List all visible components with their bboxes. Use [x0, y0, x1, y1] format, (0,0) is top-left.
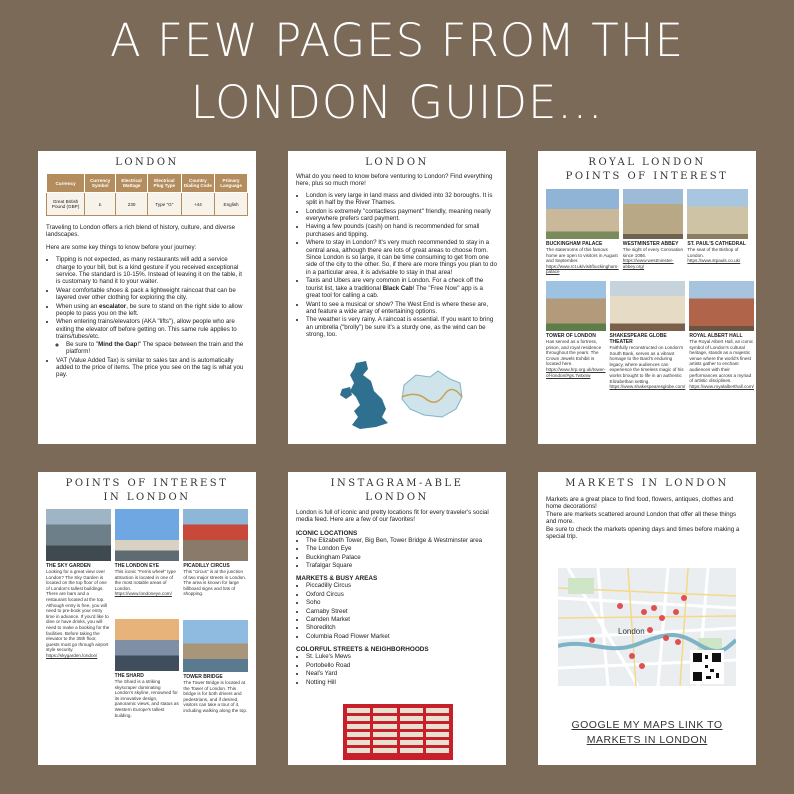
google-maps-link-line-2[interactable]: MARKETS IN LONDON	[586, 734, 708, 746]
table-cell: Great British Pound (GBP)	[47, 193, 85, 216]
map-city-label: London	[618, 627, 645, 636]
page-title: POINTS OF INTEREST	[65, 478, 229, 489]
section-heading: ICONIC LOCATIONS	[296, 529, 358, 537]
buckingham-palace-photo	[546, 189, 619, 239]
list-item: • Trafalgar Square	[306, 562, 498, 569]
section-list	[296, 537, 498, 570]
poi-name: BUCKINGHAM PALACE	[546, 241, 603, 247]
poi-link[interactable]: https://www.londoneye.com/	[114, 591, 172, 597]
tower-of-london-photo	[546, 281, 606, 331]
tips-list	[296, 192, 498, 339]
text: When entering trains/elevators (AKA "lifts"), allow people who are exiting the elevator off before getting on. This same rule applies to trains/tubes/etc.	[56, 318, 237, 341]
poi-name: SHAKESPEARE GLOBE THEATER	[609, 332, 667, 345]
poi-card	[546, 189, 619, 275]
the-shard-photo	[115, 619, 180, 671]
royal-albert-hall-photo	[689, 281, 754, 331]
table-cell: English	[215, 193, 248, 216]
qr-module	[706, 676, 711, 679]
poi-desc: The Shard is a striking skyscraper dominating London's skyline, renowned for its innovative design, panoramic views, and status as Western Europe's tallest building.	[114, 678, 179, 718]
tower-bridge-photo	[183, 620, 248, 672]
poi-desc: This iconic "Ferris wheel" type attraction is located in one of the most notable areas of London.	[114, 569, 176, 591]
poi-link[interactable]: https://www.shakespearesglobe.com/	[609, 384, 686, 390]
red-phone-boxes-photo	[343, 704, 453, 760]
list-item: • Notting Hill	[306, 679, 498, 686]
list-item: • Buckingham Palace	[306, 554, 498, 561]
list-item: • The Elizabeth Tower, Big Ben, Tower Bridge & Westminster area	[306, 537, 498, 544]
london-eye-photo	[115, 509, 180, 561]
uk-and-london-map-graphic	[338, 361, 468, 433]
map-pin-icon[interactable]	[641, 609, 647, 615]
headline	[0, 10, 794, 134]
headline-line-1: A FEW PAGES FROM THE	[109, 14, 685, 67]
page-subtitle: POINTS OF INTEREST	[565, 171, 729, 182]
info-table	[46, 173, 248, 216]
qr-module	[710, 669, 714, 672]
st-pauls-photo	[687, 189, 748, 239]
map-pin-icon[interactable]	[659, 615, 665, 621]
poi-name: ST. PAUL'S CATHEDRAL	[687, 241, 746, 247]
page-london-essentials	[38, 151, 256, 444]
list-item: • Oxford Circus	[306, 591, 498, 598]
map-pin-icon[interactable]	[663, 635, 669, 641]
poi-desc: Looking for a great view over London? The Sky Garden is located on the top floor of one of London's tallest buildings. There are bars and a restaurant located at the top. Although entry is free, you will need to pre-book your entry time in advance. If you'd like to dine or have drinks, you will need to make a booking for the facilities. Before taking the elevator to the 35th floor, guests must go through airport style security.	[46, 569, 110, 653]
list-item	[56, 318, 248, 355]
table-row	[47, 193, 248, 216]
map-pin-icon[interactable]	[647, 627, 653, 633]
poi-desc: The staterooms of this famous home are open to visitors in August and September.	[546, 247, 618, 264]
poi-link[interactable]: https://www.royalalberthall.com/	[689, 383, 754, 389]
list-item: • Shoreditch	[306, 624, 498, 631]
page-title: LONDON	[365, 157, 429, 168]
sub-list	[56, 341, 248, 356]
poi-card	[689, 281, 754, 390]
text: When using an	[56, 302, 99, 310]
qr-module	[705, 655, 708, 659]
section-list	[296, 582, 498, 640]
table-header: Electrical Wattage	[116, 174, 148, 193]
list-item: • Tipping is not expected, as many restaurants will add a service charge to your bill, but is a kind gesture if you received exceptional service. The standard is 10-15%. Instead of leaving it on the table, it is customary to hand it to your waiter.	[56, 256, 248, 286]
poi-desc: The sight of every Coronation since 1066.	[622, 247, 684, 258]
list-item: • Soho	[306, 599, 498, 606]
page-title: LONDON	[115, 157, 179, 168]
poi-name: PICADILLY CIRCUS	[183, 563, 230, 569]
map-graphic	[558, 568, 736, 686]
poi-card	[115, 509, 180, 718]
text: ! The "Free Now" app is a great tool for calling a cab.	[306, 284, 483, 300]
page-subtitle: IN LONDON	[103, 492, 191, 503]
poi-link[interactable]: https://www.rct.uk/visit/buckingham-palace	[546, 263, 619, 275]
list-item: • London is extremely "contactless payment" friendly, meaning nearly everywhere prefers card payment.	[306, 208, 498, 223]
phone-box-window	[400, 708, 423, 756]
text: Taxis and Ubers are very common in London. For a check off the tourist list, take a traditional	[306, 277, 484, 292]
list-item: • Columbia Road Flower Market	[306, 633, 498, 640]
sky-garden-photo	[46, 509, 111, 561]
qr-finder	[693, 653, 702, 662]
page-title: ROYAL LONDON	[588, 157, 706, 168]
list-item: • London is very large in land mass and divided into 32 boroughs. It is split in half by the River Thames.	[306, 192, 498, 207]
phone-box-window	[373, 708, 396, 756]
google-maps-link-line-1[interactable]: GOOGLE MY MAPS LINK TO	[571, 719, 723, 731]
table-header: Electrical Plug Type	[148, 174, 182, 193]
qr-finder	[693, 672, 702, 681]
list-item	[66, 341, 248, 356]
headline-line-2: LONDON GUIDE...	[190, 76, 604, 129]
poi-card	[610, 281, 686, 390]
qr-finder	[712, 653, 721, 662]
northern-ireland-shape	[340, 387, 352, 399]
intro-text: What do you need to know before venturing to London? Find everything here, plus so much more!	[296, 173, 493, 188]
bold-text: Mind the Gap	[98, 340, 138, 348]
list-item: • VAT (Value Added Tax) is similar to sales tax and is automatically added to the price of items. The price you see on the tag is what you pay.	[56, 357, 248, 379]
list-item: • The London Eye	[306, 545, 498, 552]
picadilly-circus-photo	[183, 509, 248, 561]
page-title: MARKETS IN LONDON	[565, 478, 729, 489]
list-item: • Want to see a musical or show? The West End is where these are, and feature a wide array of entertaining options.	[306, 301, 498, 316]
markets-map[interactable]	[558, 568, 736, 686]
table-cell: 230	[116, 193, 148, 216]
text: !" The space between the train and the platform!	[66, 340, 244, 356]
intro-text: Traveling to London offers a rich blend of history, culture, and diverse landscapes.	[46, 224, 236, 239]
map-pin-icon[interactable]	[639, 663, 645, 669]
poi-name: WESTMINSTER ABBEY	[622, 241, 679, 247]
poi-card	[183, 509, 248, 718]
intro-text: London is full of iconic and pretty locations fit for every traveler's social media feed. Here are a few of our favorites!	[296, 509, 489, 524]
table-cell: +44	[181, 193, 215, 216]
uk-map-shape	[350, 361, 388, 429]
paragraph: There are markets scattered around London that offer all these things and more.	[546, 510, 737, 526]
page-london-know-before	[288, 151, 506, 444]
list-item: • St. Luke's Mews	[306, 653, 498, 660]
page-points-of-interest	[38, 472, 256, 765]
poi-desc: The Tower Bridge is located at the Tower of London. This bridge is for both drivers and pedestrians, and if desired, visitors can take a tour of it, including walking along the top.	[183, 679, 248, 713]
table-header: Currency	[47, 174, 85, 193]
bold-text: escalator	[99, 302, 127, 310]
list-item: • Wear comfortable shoes & pack a lightweight raincoat that can be layered over other clothing for exploring the city.	[56, 287, 248, 302]
map-pin-icon[interactable]	[681, 595, 687, 601]
poi-link[interactable]: https://www.westminster-abbey.org/	[622, 258, 674, 269]
poi-desc: Has served as a fortress, prison, and royal residence throughout the years. The Crown Jewels Exhibit is located here.	[546, 338, 602, 367]
poi-name: TOWER OF LONDON	[546, 332, 596, 339]
poi-card	[623, 189, 684, 275]
map-park	[568, 578, 594, 594]
globe-theater-photo	[610, 281, 686, 331]
poi-name: ROYAL ALBERT HALL	[689, 332, 743, 339]
poi-desc: The seat of the Bishop of London.	[687, 247, 739, 258]
qr-module	[716, 673, 719, 678]
poi-grid	[46, 509, 248, 718]
map-pin-icon[interactable]	[673, 609, 679, 615]
page-markets-in-london	[538, 472, 756, 765]
table-header: Country Dialing Code	[181, 174, 215, 193]
page-title: INSTAGRAM-ABLE	[330, 478, 464, 489]
tips-list	[46, 256, 248, 379]
map-pin-icon[interactable]	[617, 603, 623, 609]
list-item: • Camden Market	[306, 616, 498, 623]
paragraph: Be sure to check the markets opening days and times before making a special trip.	[546, 525, 740, 541]
text: Be sure to "	[66, 340, 99, 348]
table-cell: £	[85, 193, 116, 216]
poi-grid	[546, 281, 754, 390]
westminster-abbey-photo	[623, 189, 684, 239]
spacer	[183, 597, 248, 620]
poi-desc: This "circus" is at the junction of two major streets in London. The area is known for large billboard signs and lots of shopping.	[183, 569, 247, 597]
poi-link[interactable]: https://www.stpauls.co.uk/	[687, 258, 741, 264]
poi-link[interactable]: https://www.hrp.org.uk/tower-of-london/#gs.7wtxnw	[546, 366, 606, 378]
poi-desc: The Royal Albert Hall, an iconic symbol of London's cultural heritage, stands as a majestic venue where the world's finest artists gather to enchant audiences with their performances across a myriad of artistic disciplines.	[689, 338, 754, 384]
table-header: Currency Symbol	[85, 174, 116, 193]
poi-name: TOWER BRIDGE	[183, 673, 223, 680]
list-item	[56, 303, 248, 318]
poi-name: THE LONDON EYE	[114, 563, 160, 569]
map-pin-icon[interactable]	[629, 653, 635, 659]
map-pin-icon[interactable]	[589, 637, 595, 643]
list-item: • The weather is very rainy. A raincoat is essential. If you want to bring an umbrella ("brolly") be sure it's a sturdy one, as the wind can be strong, too.	[306, 316, 498, 338]
list-item: • Carnaby Street	[306, 608, 498, 615]
poi-grid	[546, 189, 748, 275]
text: , be sure to stand on the right side to allow people to pass you on the left.	[56, 302, 243, 318]
list-item: • Neal's Yard	[306, 670, 498, 677]
table-cell: Type "G"	[148, 193, 182, 216]
table-header-row	[47, 174, 248, 193]
spacer	[115, 597, 180, 619]
list-item: • Having a few pounds (cash) on hand is recommended for small purchases and tipping.	[306, 223, 498, 238]
table-header: Primary Language	[215, 174, 248, 193]
poi-card	[46, 509, 111, 718]
phone-box-window	[426, 708, 449, 756]
qr-code-icon[interactable]	[690, 650, 724, 684]
list-item: • Portobello Road	[306, 662, 498, 669]
section-list	[296, 653, 498, 686]
paragraph: Markets are a great place to find food, flowers, antiques, clothes and home decorations!	[546, 496, 734, 511]
section-heading: MARKETS & BUSY AREAS	[296, 575, 378, 583]
list-item: • Where to stay in London? It's very much recommended to stay in a central area, although there are lots of great areas to choose from. Since London is so large, it can be time consuming to get from one side of the city to the other. So, if there are more things you plan to do in a particular area, it is advisable to stay in that area!	[306, 239, 498, 276]
page-royal-london	[538, 151, 756, 444]
poi-name: THE SKY GARDEN	[46, 563, 91, 569]
poi-desc: Faithfully reconstructed on London's South Bank, serves as a vibrant homage to the Bard's enduring legacy, where audiences can experience the timeless magic of his works brought to life in an authentic Elizabethan setting.	[609, 344, 684, 384]
map-pin-icon[interactable]	[675, 639, 681, 645]
poi-link[interactable]: https://skygarden.london/	[46, 652, 98, 658]
poi-card	[546, 281, 606, 390]
phone-box-window	[347, 708, 370, 756]
page-subtitle: LONDON	[365, 492, 429, 503]
section-heading: COLORFUL STREETS & NEIGHBORHOODS	[296, 646, 429, 654]
list-item: • Piccadilly Circus	[306, 582, 498, 589]
list-item	[306, 277, 498, 299]
map-pin-icon[interactable]	[651, 605, 657, 611]
lead-text: Here are some key things to know before your journey:	[46, 243, 197, 251]
poi-card	[687, 189, 748, 275]
poi-name: THE SHARD	[114, 672, 144, 679]
page-instagramable-london	[288, 472, 506, 765]
qr-module	[705, 665, 708, 668]
bold-text: Black Cab	[382, 284, 413, 292]
